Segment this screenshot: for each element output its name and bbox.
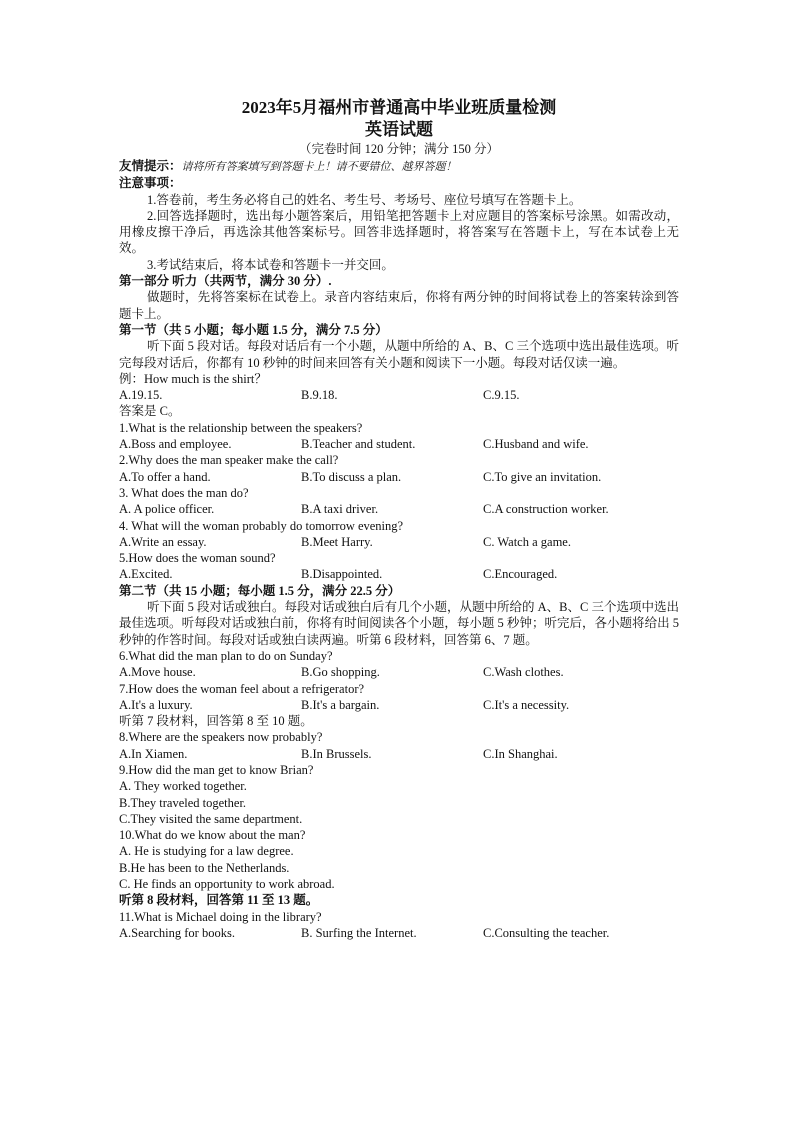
instruction-item-1: 1.答卷前，考生务必将自己的姓名、考生号、考场号、座位号填写在答题卡上。: [147, 192, 582, 207]
section2-intro: 听下面 5 段对话或独白。每段对话或独白后有几个小题，从题中所给的 A、B、C 三个选项中选出最佳选项。听每段对话或独白前，你将有时间阅读各个小题，每小题 5 秒钟；听完后，各小题将给出 5 秒钟的作答时间。每段对话或独白读两遍。听第 6 段材料，回答第 6、7 题。: [119, 600, 679, 647]
part1-heading: 第一部分 听力（共两节，满分 30 分）.: [119, 274, 332, 289]
section1-intro: 听下面 5 段对话。每段对话后有一个小题，从题中所给的 A、B、C 三个选项中选出最佳选项。听完每段对话后，你都有 10 秒钟的时间来回答有关小题和阅读下一小题。每段对话仅读一遍。: [119, 339, 679, 370]
question-4-options: [119, 534, 679, 550]
material-8-label: 听第 8 段材料，回答第 11 至 13 题。: [119, 893, 319, 908]
option-c: C.Husband and wife.: [483, 437, 589, 452]
material-7-label: 听第 7 段材料，回答第 8 至 10 题。: [119, 714, 313, 729]
option-b: B.It's a bargain.: [301, 697, 380, 712]
question-10: 10.What do we know about the man?: [119, 828, 306, 843]
notice-text: 请将所有答案填写到答题卡上！请不要错位、越界答题！: [181, 160, 457, 173]
question-3-options: [119, 501, 679, 517]
question-5-options: [119, 566, 679, 582]
question-9: 9.How did the man get to know Brian?: [119, 762, 314, 777]
page-title: 2023年5月福州市普通高中毕业班质量检测: [241, 98, 557, 117]
option-c: C.Encouraged.: [483, 567, 558, 582]
option-b: B. Surfing the Internet.: [301, 925, 417, 940]
instruction-item-2: 2.回答选择题时，选出每小题答案后，用铅笔把答题卡上对应题目的答案标号涂黑。如需改动，用橡皮擦干净后，再选涂其他答案标号。回答非选择题时，将答案写在答题卡上，写在本试卷上无效。: [119, 208, 679, 256]
question-8: 8.Where are the speakers now probably?: [119, 730, 323, 745]
option-b: B.Meet Harry.: [301, 534, 373, 549]
question-6: 6.What did the man plan to do on Sunday?: [119, 648, 333, 663]
notice-label: 友情提示：: [119, 159, 182, 173]
subject-title: 英语试题: [365, 120, 433, 139]
option-b: B.They traveled together.: [119, 795, 247, 810]
notice-line: [119, 158, 679, 175]
option-b: B.A taxi driver.: [301, 502, 379, 517]
question-1-options: [119, 436, 679, 452]
question-2: 2.Why does the man speaker make the call?: [119, 453, 339, 468]
option-c: C.To give an invitation.: [483, 469, 602, 484]
part1-intro: 做题时，先将答案标在试卷上。录音内容结束后，你将有两分钟的时间将试卷上的答案转涂到答题卡上。: [119, 290, 679, 321]
option-a: A.To offer a hand.: [119, 469, 211, 484]
option-a: A.Boss and employee.: [119, 437, 232, 452]
option-c: C. Watch a game.: [483, 534, 571, 549]
option-b: B.He has been to the Netherlands.: [119, 860, 290, 875]
option-c: C.They visited the same department.: [119, 811, 303, 826]
option-b: B.9.18.: [301, 388, 338, 403]
instruction-item-3: 3.考试结束后，将本试卷和答题卡一并交回。: [147, 257, 394, 272]
option-a: A.Searching for books.: [119, 925, 235, 940]
option-c: C. He finds an opportunity to work abroad.: [119, 877, 335, 892]
instructions-heading: 注意事项：: [119, 176, 182, 191]
option-a: A. A police officer.: [119, 502, 215, 517]
example-question: 例：How much is the shirt？: [119, 371, 267, 386]
question-11: 11.What is Michael doing in the library?: [119, 909, 322, 924]
example-answer: 答案是 C。: [119, 404, 181, 419]
question-3: 3. What does the man do?: [119, 485, 249, 500]
option-a: A.19.15.: [119, 388, 163, 403]
example-options: [119, 387, 679, 403]
question-7: 7.How does the woman feel about a refrigerator?: [119, 681, 365, 696]
option-a: A.Excited.: [119, 567, 173, 582]
exam-time: （完卷时间 120 分钟；满分 150 分）: [298, 142, 499, 156]
option-b: B.Teacher and student.: [301, 437, 416, 452]
option-c: C.Consulting the teacher.: [483, 925, 610, 940]
option-a: A. They worked together.: [119, 779, 247, 794]
option-b: B.In Brussels.: [301, 746, 372, 761]
question-4: 4. What will the woman probably do tomorrow evening?: [119, 518, 404, 533]
option-b: B.Disappointed.: [301, 567, 383, 582]
question-2-options: [119, 469, 679, 485]
option-c: C.Wash clothes.: [483, 665, 564, 680]
option-b: B.Go shopping.: [301, 665, 380, 680]
question-11-options: [119, 925, 679, 941]
option-a: A.In Xiamen.: [119, 746, 188, 761]
option-a: A.Write an essay.: [119, 534, 207, 549]
question-7-options: [119, 697, 679, 713]
question-6-options: [119, 664, 679, 680]
section2-heading: 第二节（共 15 小题；每小题 1.5 分，满分 22.5 分）: [119, 583, 401, 598]
option-a: A.It's a luxury.: [119, 697, 193, 712]
option-a: A.Move house.: [119, 665, 196, 680]
option-a: A. He is studying for a law degree.: [119, 844, 294, 859]
option-b: B.To discuss a plan.: [301, 469, 402, 484]
option-c: C.A construction worker.: [483, 502, 609, 517]
option-c: C.In Shanghai.: [483, 746, 558, 761]
exam-content: [119, 97, 679, 941]
question-8-options: [119, 746, 679, 762]
question-5: 5.How does the woman sound?: [119, 551, 276, 566]
section1-heading: 第一节（共 5 小题；每小题 1.5 分，满分 7.5 分）: [119, 322, 388, 337]
question-1: 1.What is the relationship between the speakers?: [119, 420, 363, 435]
option-c: C.It's a necessity.: [483, 697, 570, 712]
option-c: C.9.15.: [483, 388, 520, 403]
